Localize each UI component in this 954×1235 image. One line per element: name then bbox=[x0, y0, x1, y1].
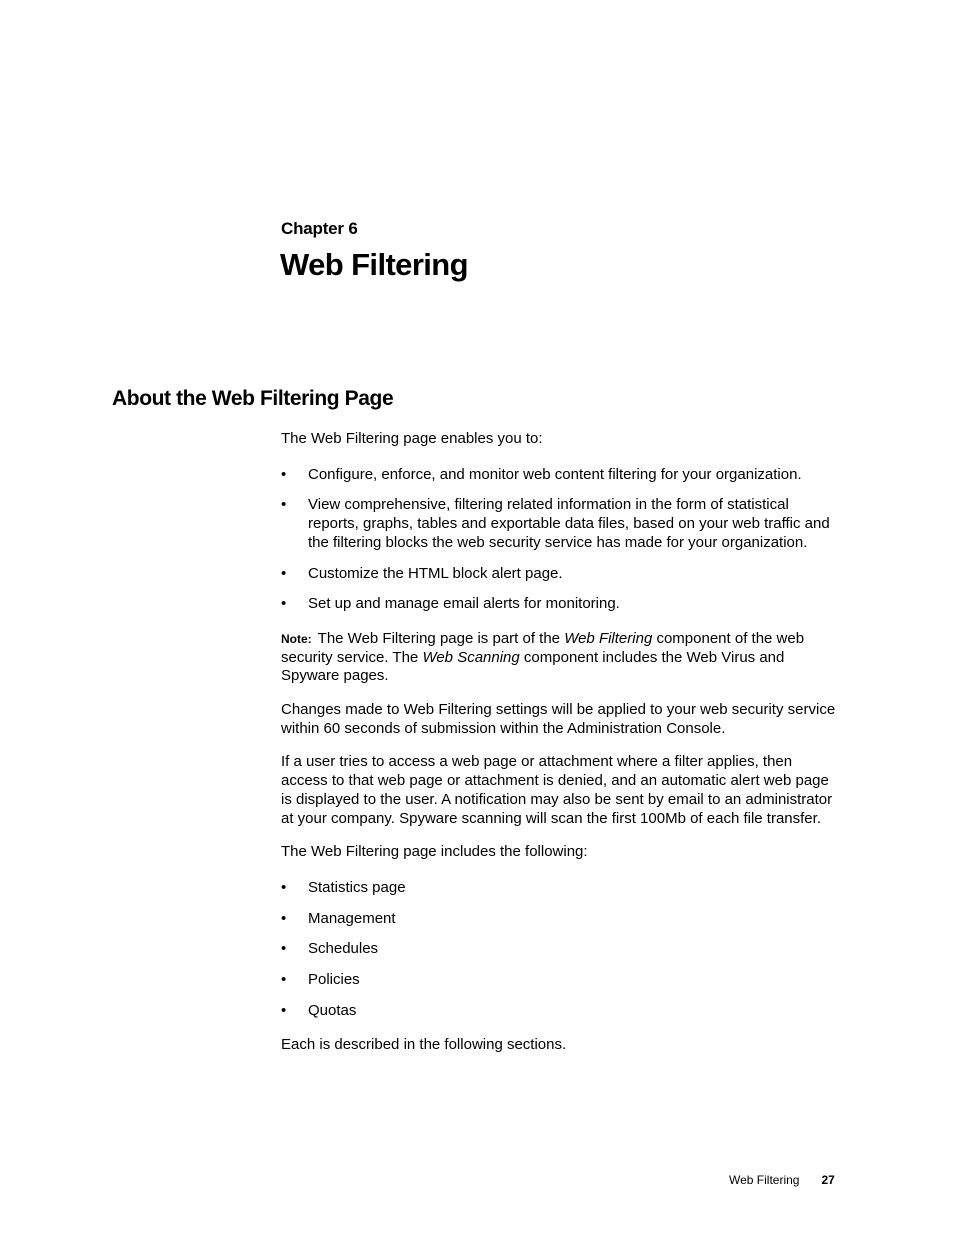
list-item bbox=[281, 879, 841, 898]
note-emphasis: Web Filtering bbox=[564, 629, 653, 647]
list-item bbox=[281, 466, 841, 485]
bullet-icon: • bbox=[281, 465, 287, 483]
list-item bbox=[281, 1002, 841, 1021]
changes-paragraph: Changes made to Web Filtering settings will be applied to your web security service within 60 seconds of submission within the Administration Console. bbox=[281, 701, 836, 737]
list-item-text: Schedules bbox=[308, 940, 379, 958]
list-item-text: Quotas bbox=[308, 1001, 357, 1019]
list-item bbox=[281, 496, 841, 552]
bullet-icon: • bbox=[281, 878, 287, 896]
intro-paragraph: The Web Filtering page enables you to: bbox=[281, 430, 543, 447]
bullet-icon: • bbox=[281, 564, 287, 582]
includes-intro-paragraph: The Web Filtering page includes the following: bbox=[281, 843, 588, 861]
list-item-text: Configure, enforce, and monitor web content filtering for your organization. bbox=[308, 465, 802, 483]
page-number: 27 bbox=[821, 1173, 835, 1187]
access-paragraph: If a user tries to access a web page or attachment where a filter applies, then access to that web page or attachment is denied, and an automatic alert web page is displayed to the user. A notification may also be sent by email to an administrator at your company. Spyware scanning will scan the first 100Mb of each file transfer. bbox=[281, 753, 833, 827]
note-emphasis: Web Scanning bbox=[422, 648, 520, 666]
list-item-text: Management bbox=[308, 909, 396, 927]
chapter-title: Web Filtering bbox=[280, 247, 468, 282]
note-label: Note: bbox=[281, 631, 312, 646]
bullet-icon: • bbox=[281, 1001, 287, 1019]
chapter-label: Chapter 6 bbox=[281, 219, 358, 238]
bullet-icon: • bbox=[281, 496, 287, 514]
list-item-text: Set up and manage email alerts for monitoring. bbox=[308, 595, 620, 613]
list-item-text: Policies bbox=[308, 971, 360, 989]
note-text: The Web Filtering page is part of the bbox=[317, 629, 565, 647]
list-item-text: View comprehensive, filtering related information in the form of statistical reports, graphs, tables and exportable data files, based on your web traffic and the filtering blocks the web security service has made for your organization. bbox=[308, 496, 830, 551]
page-footer bbox=[729, 1173, 835, 1187]
capabilities-list bbox=[281, 466, 841, 614]
bullet-icon: • bbox=[281, 595, 287, 613]
body-column bbox=[281, 430, 841, 1055]
list-item bbox=[281, 565, 841, 584]
list-item bbox=[281, 595, 841, 614]
includes-list bbox=[281, 879, 841, 1021]
note-paragraph bbox=[281, 630, 841, 686]
note-text: component includes the Web Virus and Spyware pages. bbox=[281, 648, 785, 685]
bullet-icon: • bbox=[281, 940, 287, 958]
bullet-icon: • bbox=[281, 971, 287, 989]
bullet-icon: • bbox=[281, 909, 287, 927]
list-item bbox=[281, 910, 841, 929]
list-item bbox=[281, 940, 841, 959]
closing-paragraph: Each is described in the following sections. bbox=[281, 1036, 567, 1054]
section-heading: About the Web Filtering Page bbox=[112, 387, 394, 410]
list-item bbox=[281, 971, 841, 990]
footer-section-title: Web Filtering bbox=[729, 1173, 800, 1187]
note-text: component of the web security service. The bbox=[281, 629, 805, 666]
list-item-text: Statistics page bbox=[308, 878, 406, 896]
list-item-text: Customize the HTML block alert page. bbox=[308, 564, 563, 582]
